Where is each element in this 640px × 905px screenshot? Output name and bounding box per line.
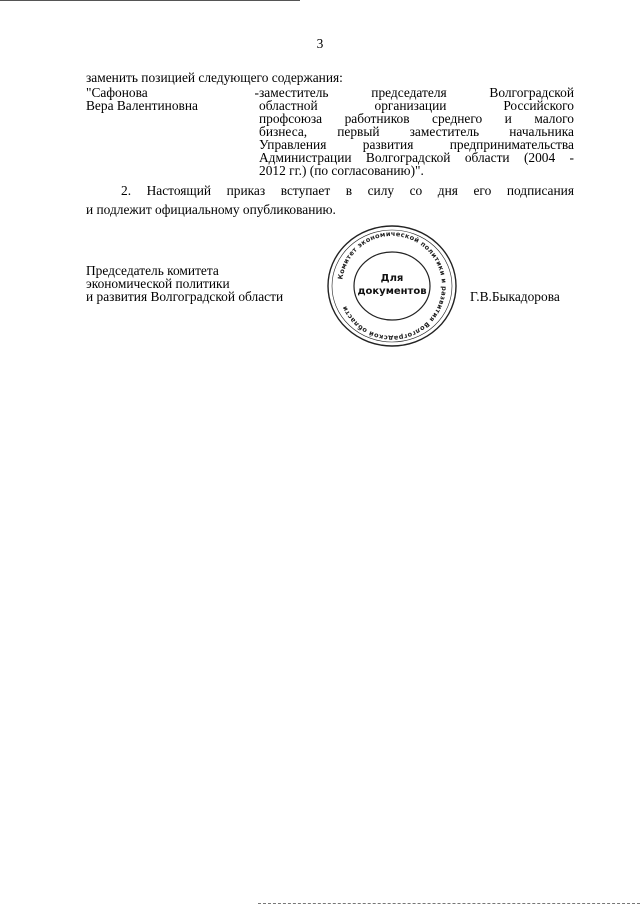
entry-name-line: Вера Валентиновна: [86, 98, 198, 113]
entry-description: [259, 86, 574, 177]
signer-title-line: и развития Волгоградской области: [86, 289, 284, 304]
entry-description-line: Администрации Волгоградской области (2004 -: [259, 150, 574, 165]
entry-description-line: 2012 гг.) (по согласованию)".: [259, 163, 424, 178]
entry-description-line: Управления развития предпринимательства: [259, 137, 574, 152]
official-stamp: [322, 222, 462, 350]
order-line: и подлежит официальному опубликованию.: [86, 202, 336, 217]
scan-edge-bottom: [258, 903, 640, 904]
entry-name-line: "Сафонова: [86, 85, 148, 100]
intro-text: заменить позицией следующего содержания:: [86, 70, 343, 85]
entry-description-line: областной организации Российского: [259, 98, 574, 113]
scan-edge-top: [0, 0, 300, 1]
stamp-center-line: Для: [380, 273, 404, 284]
signer-title-line: Председатель комитета: [86, 263, 219, 278]
signer-title-line: экономической политики: [86, 276, 230, 291]
stamp-ring-text: Комитет экономической политики и развития Волгоградской области: [336, 229, 449, 343]
entry-description-line: заместитель председателя Волгоградской: [259, 85, 574, 100]
entry-dash: -: [254, 85, 259, 100]
order-line: 2. Настоящий приказ вступает в силу со дня его подписания: [121, 183, 574, 198]
order-paragraph: [86, 181, 574, 219]
stamp-center-line: документов: [357, 286, 427, 297]
page-number: 3: [316, 36, 324, 51]
entry-description-line: профсоюза работников среднего и малого: [259, 111, 574, 126]
entry-description-line: бизнеса, первый заместитель начальника: [259, 124, 574, 139]
signer-name: Г.В.Быкадорова: [470, 289, 560, 304]
signer-title: [86, 264, 316, 303]
